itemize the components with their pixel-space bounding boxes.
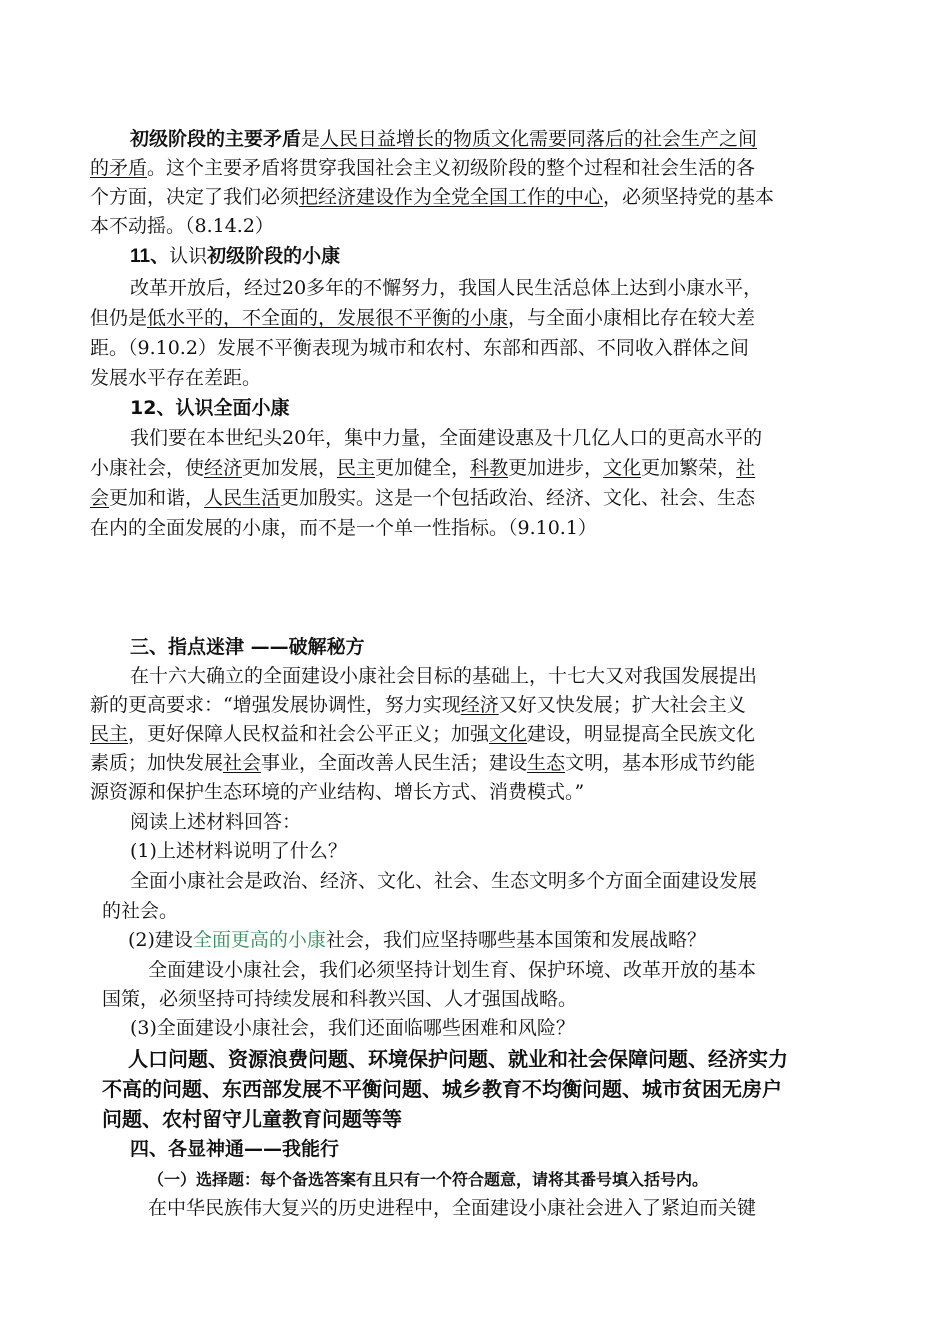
- text-span: 更加健全，: [375, 457, 471, 479]
- text-span: ，更好保障人民权益和社会公平正义；加强: [128, 723, 490, 745]
- instruction-text: 阅读上述材料回答：: [130, 811, 302, 833]
- section-heading: [130, 242, 340, 271]
- text-span: ，必须坚持党的基本: [603, 186, 775, 208]
- answer-3: 问题、农村留守儿童教育问题等等: [102, 1107, 402, 1131]
- text-span: 小康社会，使: [90, 457, 205, 479]
- answer-1: 的社会。: [102, 900, 179, 922]
- text-span: 是: [301, 128, 321, 150]
- text-span: 新的更高要求：“增强发展协调性，努力实现: [90, 694, 461, 716]
- paragraph-line: [130, 125, 757, 153]
- underlined-text: 文化: [603, 457, 642, 479]
- answer-1: 全面小康社会是政治、经济、文化、社会、生态文明多个方面全面建设发展: [130, 870, 758, 892]
- paragraph-line: [90, 183, 774, 211]
- underlined-text: 社: [736, 457, 756, 479]
- heading-number: 11、: [130, 246, 170, 267]
- answer-2: 全面建设小康社会，我们必须坚持计划生育、保护环境、改革开放的基本: [148, 959, 757, 981]
- paragraph-line: [90, 154, 755, 182]
- text-span: 事业，全面改善人民生活；建设: [261, 752, 528, 774]
- underlined-text: 科教: [470, 457, 509, 479]
- text-span: 但仍是: [90, 307, 148, 329]
- paragraph-line: 本不动摇。（8.14.2）: [90, 215, 274, 237]
- paragraph-line: 距。（9.10.2）发展不平衡表现为城市和农村、东部和西部、不同收入群体之间: [90, 337, 749, 359]
- section-heading: 12、认识全面小康: [130, 397, 290, 419]
- question-3: (3)全面建设小康社会，我们还面临哪些困难和风险？: [130, 1017, 575, 1039]
- underlined-text: 民主: [337, 457, 376, 479]
- underlined-text: 经济: [460, 694, 499, 716]
- text-span: 建设，明显提高全民族文化: [527, 723, 756, 745]
- section-heading: 四、各显神通——我能行: [130, 1138, 340, 1160]
- paragraph-line: [90, 454, 755, 482]
- paragraph-line: 我们要在本世纪头20年，集中力量，全面建设惠及十几亿人口的更高水平的: [130, 427, 763, 449]
- underlined-text: 生态: [527, 752, 566, 774]
- key-term: 初级阶段的主要矛盾: [130, 128, 302, 150]
- paragraph-line: [90, 484, 755, 512]
- underlined-text: 民主: [90, 723, 129, 745]
- text-span: 认识: [169, 245, 208, 267]
- underlined-text: 社会: [223, 752, 262, 774]
- text-span: 素质；加快发展: [90, 752, 224, 774]
- paragraph-line: 在中华民族伟大复兴的历史进程中，全面建设小康社会进入了紧迫而关键: [148, 1197, 757, 1219]
- subheading: （一）选择题：每个备选答案有且只有一个符合题意，请将其番号填入括号内。: [148, 1170, 709, 1189]
- text-span: 又好又快发展；扩大社会主义: [498, 694, 746, 716]
- paragraph-line: 源资源和保护生态环境的产业结构、增长方式、消费模式。”: [90, 781, 585, 803]
- highlighted-text: 全面更高的小康: [192, 929, 326, 951]
- answer-2: 国策，必须坚持可持续发展和科教兴国、人才强国战略。: [102, 988, 578, 1010]
- text-span: 更加和谐，: [109, 487, 205, 509]
- paragraph-line: 发展水平存在差距。: [90, 367, 262, 389]
- underlined-text: 人民生活: [204, 487, 281, 509]
- text-span: ，与全面小康相比存在较大差: [508, 307, 756, 329]
- underlined-text: 经济: [204, 457, 243, 479]
- underlined-text: 把经济建设作为全党全国工作的中心: [299, 186, 604, 208]
- paragraph-line: 在内的全面发展的小康，而不是一个单一性指标。（9.10.1）: [90, 517, 597, 539]
- section-heading: 三、指点迷津 ——破解秘方: [130, 636, 365, 658]
- key-term: 初级阶段的小康: [207, 245, 341, 267]
- text-span: 更加发展，: [242, 457, 338, 479]
- paragraph-line: [90, 304, 755, 332]
- underlined-text: 会: [90, 487, 110, 509]
- text-span: (2)建设: [128, 929, 193, 951]
- answer-3: 不高的问题、东西部发展不平衡问题、城乡教育不均衡问题、城市贫困无房户: [102, 1077, 782, 1101]
- paragraph-line: 改革开放后，经过20多年的不懈努力，我国人民生活总体上达到小康水平，: [130, 277, 763, 299]
- paragraph-line: [90, 691, 746, 719]
- text-span: 。这个主要矛盾将贯穿我国社会主义初级阶段的整个过程和社会生活的各: [147, 157, 756, 179]
- paragraph-line: 在十六大确立的全面建设小康社会目标的基础上，十七大又对我国发展提出: [130, 665, 758, 687]
- paragraph-line: [90, 749, 755, 777]
- question-2: [128, 926, 706, 954]
- text-span: 更加繁荣，: [641, 457, 737, 479]
- text-span: 更加殷实。这是一个包括政治、经济、文化、社会、生态: [280, 487, 756, 509]
- underlined-text: 的矛盾: [90, 157, 148, 179]
- text-span: 更加进步，: [508, 457, 604, 479]
- answer-3: 人口问题、资源浪费问题、环境保护问题、就业和社会保障问题、经济实力: [128, 1047, 788, 1071]
- text-span: 文明，基本形成节约能: [565, 752, 756, 774]
- underlined-text: 低水平的，不全面的，发展很不平衡的小康: [147, 307, 509, 329]
- underlined-text: 人民日益增长的物质文化需要同落后的社会生产之间: [320, 128, 758, 150]
- underlined-text: 文化: [489, 723, 528, 745]
- text-span: 个方面，决定了我们必须: [90, 186, 300, 208]
- question-1: (1)上述材料说明了什么？: [130, 840, 347, 862]
- paragraph-line: [90, 720, 755, 748]
- text-span: 社会，我们应坚持哪些基本国策和发展战略？: [325, 929, 706, 951]
